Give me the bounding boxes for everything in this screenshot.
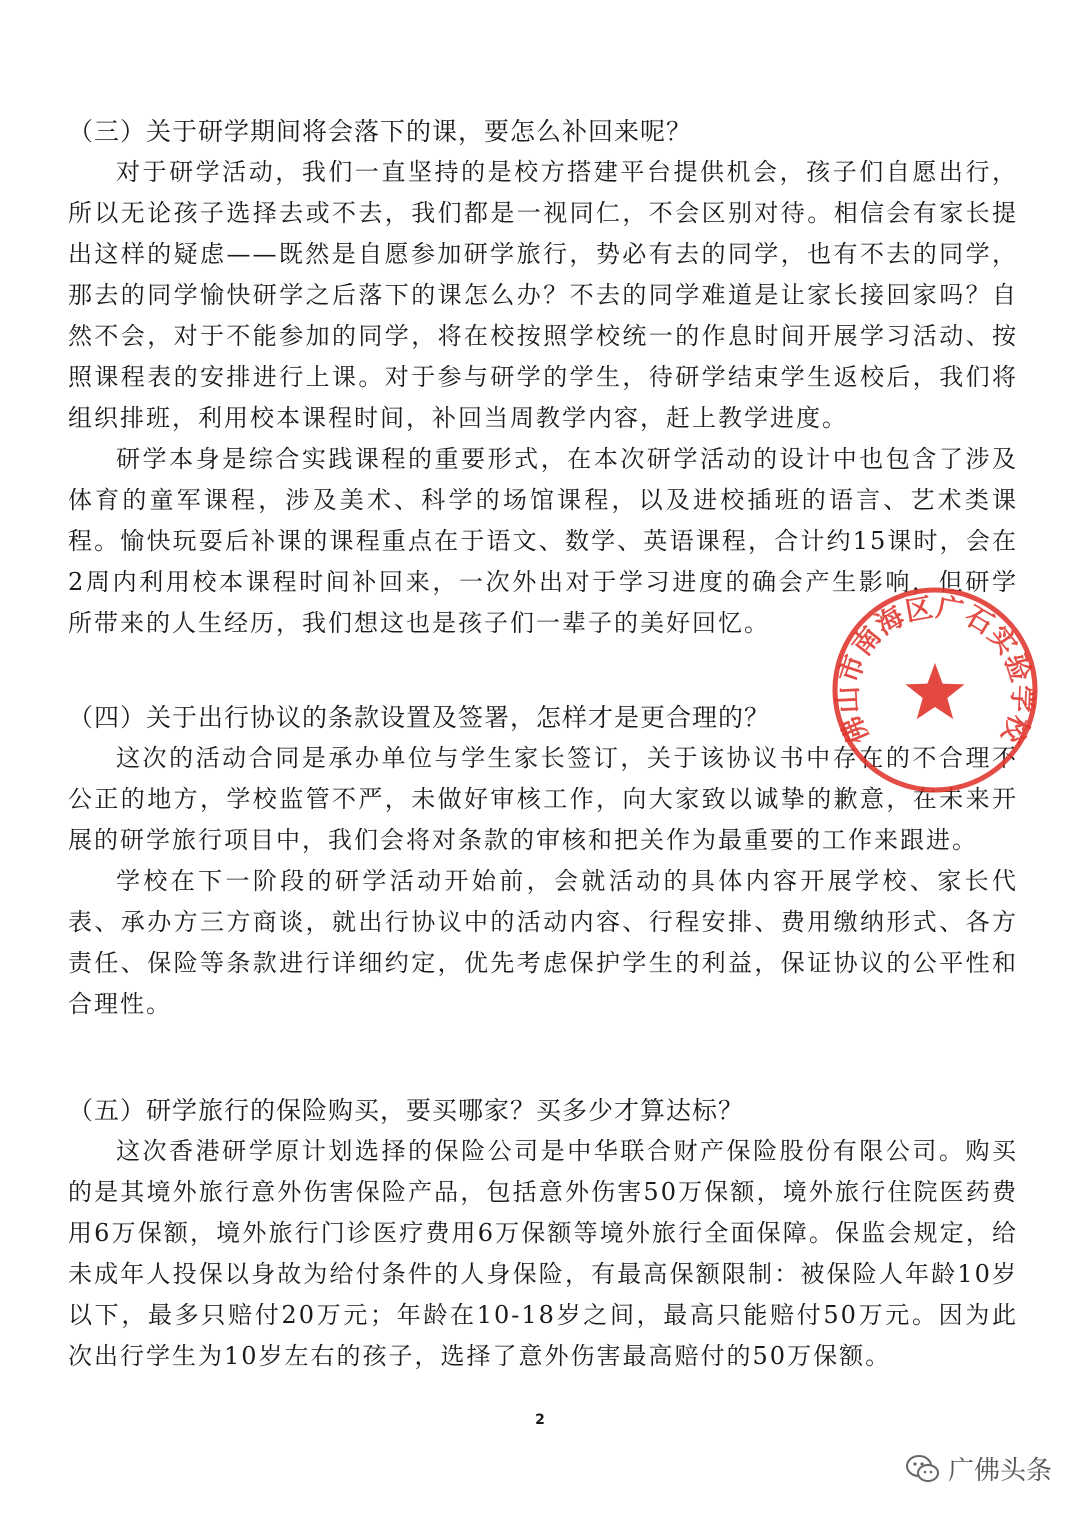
watermark-text: 广佛头条 [947,1456,1052,1486]
page-number: 2 [535,1412,545,1428]
watermark [906,1450,1052,1487]
section-5 [68,1091,1018,1377]
section-paragraph: 研学本身是综合实践课程的重要形式，在本次研学活动的设计中也包含了涉及体育的童军课程，涉及美术、科学的场馆课程，以及进校插班的语言、艺术类课程。愉快玩耍后补课的课程重点在于语文、数学、英语课程，合计约15课时，会在2周内利用校本课程时间补回来，一次外出对于学习进度的确会产生影响，但研学所带来的人生经历，我们想这也是孩子们一辈子的美好回忆。 [68,445,1018,637]
official-seal [830,585,1040,795]
seal-text: 佛山市南海区广石实验学校 [832,592,1038,749]
section-3 [68,112,1018,644]
seal-star-icon [906,663,965,719]
section-paragraph: 对于研学活动，我们一直坚持的是校方搭建平台提供机会，孩子们自愿出行，所以无论孩子选择去或不去，我们都是一视同仁，不会区别对待。相信会有家长提出这样的疑虑——既然是自愿参加研学旅行，势必有去的同学，也有不去的同学，那去的同学愉快研学之后落下的课怎么办？不去的同学难道是让家长接回家吗？自然不会，对于不能参加的同学，将在校按照学校统一的作息时间开展学习活动、按照课程表的安排进行上课。对于参与研学的学生，待研学结束学生返校后，我们将组织排班，利用校本课程时间，补回当周教学内容，赶上教学进度。 [68,158,1018,432]
section-paragraph: 这次香港研学原计划选择的保险公司是中华联合财产保险股份有限公司。购买的是其境外旅行意外伤害保险产品，包括意外伤害50万保额，境外旅行住院医药费用6万保额，境外旅行门诊医疗费用6万保额等境外旅行全面保障。保监会规定，给未成年人投保以身故为给付条件的人身保险，有最高保额限制：被保险人年龄10岁以下，最多只赔付20万元；年龄在10-18岁之间，最高只能赔付50万元。因为此次出行学生为10岁左右的孩子，选择了意外伤害最高赔付的50万保额。 [68,1137,1018,1370]
section-paragraph: 这次的活动合同是承办单位与学生家长签订，关于该协议书中存在的不合理不公正的地方，学校监管不严，未做好审核工作，向大家致以诚挚的歉意，在未来开展的研学旅行项目中，我们会将对条款的审核和把关作为最重要的工作来跟进。 [68,744,1018,854]
wechat-icon [906,1454,940,1484]
section-heading: （四）关于出行协议的条款设置及签署，怎样才是更合理的？ [68,703,771,732]
section-paragraph: 学校在下一阶段的研学活动开始前，会就活动的具体内容开展学校、家长代表、承办方三方商谈，就出行协议中的活动内容、行程安排、费用缴纳形式、各方责任、保险等条款进行详细约定，优先考虑保护学生的利益，保证协议的公平性和合理性。 [68,867,1018,1018]
section-heading: （三）关于研学期间将会落下的课，要怎么补回来呢？ [68,117,693,146]
section-heading: （五）研学旅行的保险购买，要买哪家？买多少才算达标？ [68,1096,745,1125]
